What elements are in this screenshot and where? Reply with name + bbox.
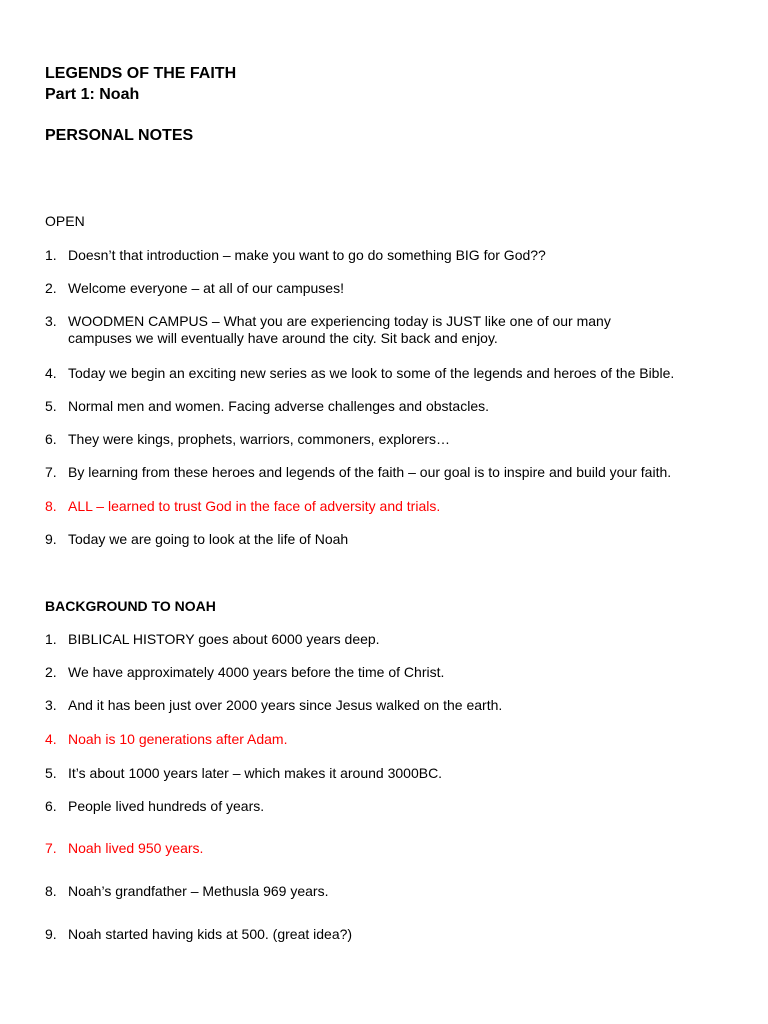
list-item [45, 697, 735, 714]
item-text: Noah’s grandfather – Methusla 969 years. [68, 883, 329, 899]
item-number: 8. [45, 498, 57, 514]
document-subtitle: Part 1: Noah [45, 86, 140, 103]
list-item [45, 464, 735, 481]
item-text: Noah lived 950 years. [68, 840, 204, 856]
list-item [45, 765, 735, 782]
item-text: Noah started having kids at 500. (great idea?) [68, 926, 353, 942]
list-item-highlighted [45, 731, 735, 748]
item-number: 7. [45, 840, 57, 856]
item-number: 8. [45, 883, 57, 899]
item-text: BIBLICAL HISTORY goes about 6000 years deep. [68, 631, 380, 647]
item-number: 4. [45, 731, 57, 747]
item-text: By learning from these heroes and legends of the faith – our goal is to inspire and build your faith. [68, 464, 672, 480]
list-item [45, 247, 735, 264]
item-text: Normal men and women. Facing adverse challenges and obstacles. [68, 398, 490, 414]
item-number: 5. [45, 398, 57, 414]
list-item [45, 926, 735, 943]
list-item [45, 631, 735, 648]
personal-notes-heading: PERSONAL NOTES [45, 127, 194, 144]
list-item [45, 280, 735, 297]
item-number: 2. [45, 280, 57, 296]
background-heading: BACKGROUND TO NOAH [45, 598, 216, 614]
item-number: 1. [45, 631, 57, 647]
item-number: 4. [45, 365, 57, 381]
list-item [45, 365, 735, 382]
item-number: 9. [45, 926, 57, 942]
item-text: ALL – learned to trust God in the face of adversity and trials. [68, 498, 441, 514]
document-title: LEGENDS OF THE FAITH [45, 65, 237, 82]
item-number: 9. [45, 531, 57, 547]
list-item [45, 398, 735, 415]
item-number: 3. [45, 313, 57, 329]
item-number: 6. [45, 431, 57, 447]
item-text: They were kings, prophets, warriors, commoners, explorers… [68, 431, 451, 447]
item-number: 3. [45, 697, 57, 713]
item-text: Today we begin an exciting new series as we look to some of the legends and heroes of the Bible. [68, 365, 675, 381]
list-item-highlighted [45, 840, 735, 857]
list-item-highlighted [45, 498, 735, 515]
item-text: We have approximately 4000 years before the time of Christ. [68, 664, 445, 680]
item-text: Today we are going to look at the life of Noah [68, 531, 349, 547]
item-text: Welcome everyone – at all of our campuses! [68, 280, 344, 296]
list-item [45, 431, 735, 448]
item-text: It’s about 1000 years later – which makes it around 3000BC. [68, 765, 443, 781]
item-text: Doesn’t that introduction – make you want to go do something BIG for God?? [68, 247, 546, 263]
list-item [45, 664, 735, 681]
item-text: Noah is 10 generations after Adam. [68, 731, 288, 747]
list-item [45, 531, 735, 548]
item-text: WOODMEN CAMPUS – What you are experiencing today is JUST like one of our many campuses we will eventually have around the city. Sit back and enjoy. [68, 313, 611, 346]
list-item [45, 313, 665, 347]
list-item [45, 883, 735, 900]
item-text: People lived hundreds of years. [68, 798, 265, 814]
open-heading: OPEN [45, 213, 85, 229]
item-text: And it has been just over 2000 years since Jesus walked on the earth. [68, 697, 503, 713]
item-number: 6. [45, 798, 57, 814]
list-item [45, 798, 735, 815]
item-number: 5. [45, 765, 57, 781]
item-number: 2. [45, 664, 57, 680]
item-number: 1. [45, 247, 57, 263]
item-number: 7. [45, 464, 57, 480]
